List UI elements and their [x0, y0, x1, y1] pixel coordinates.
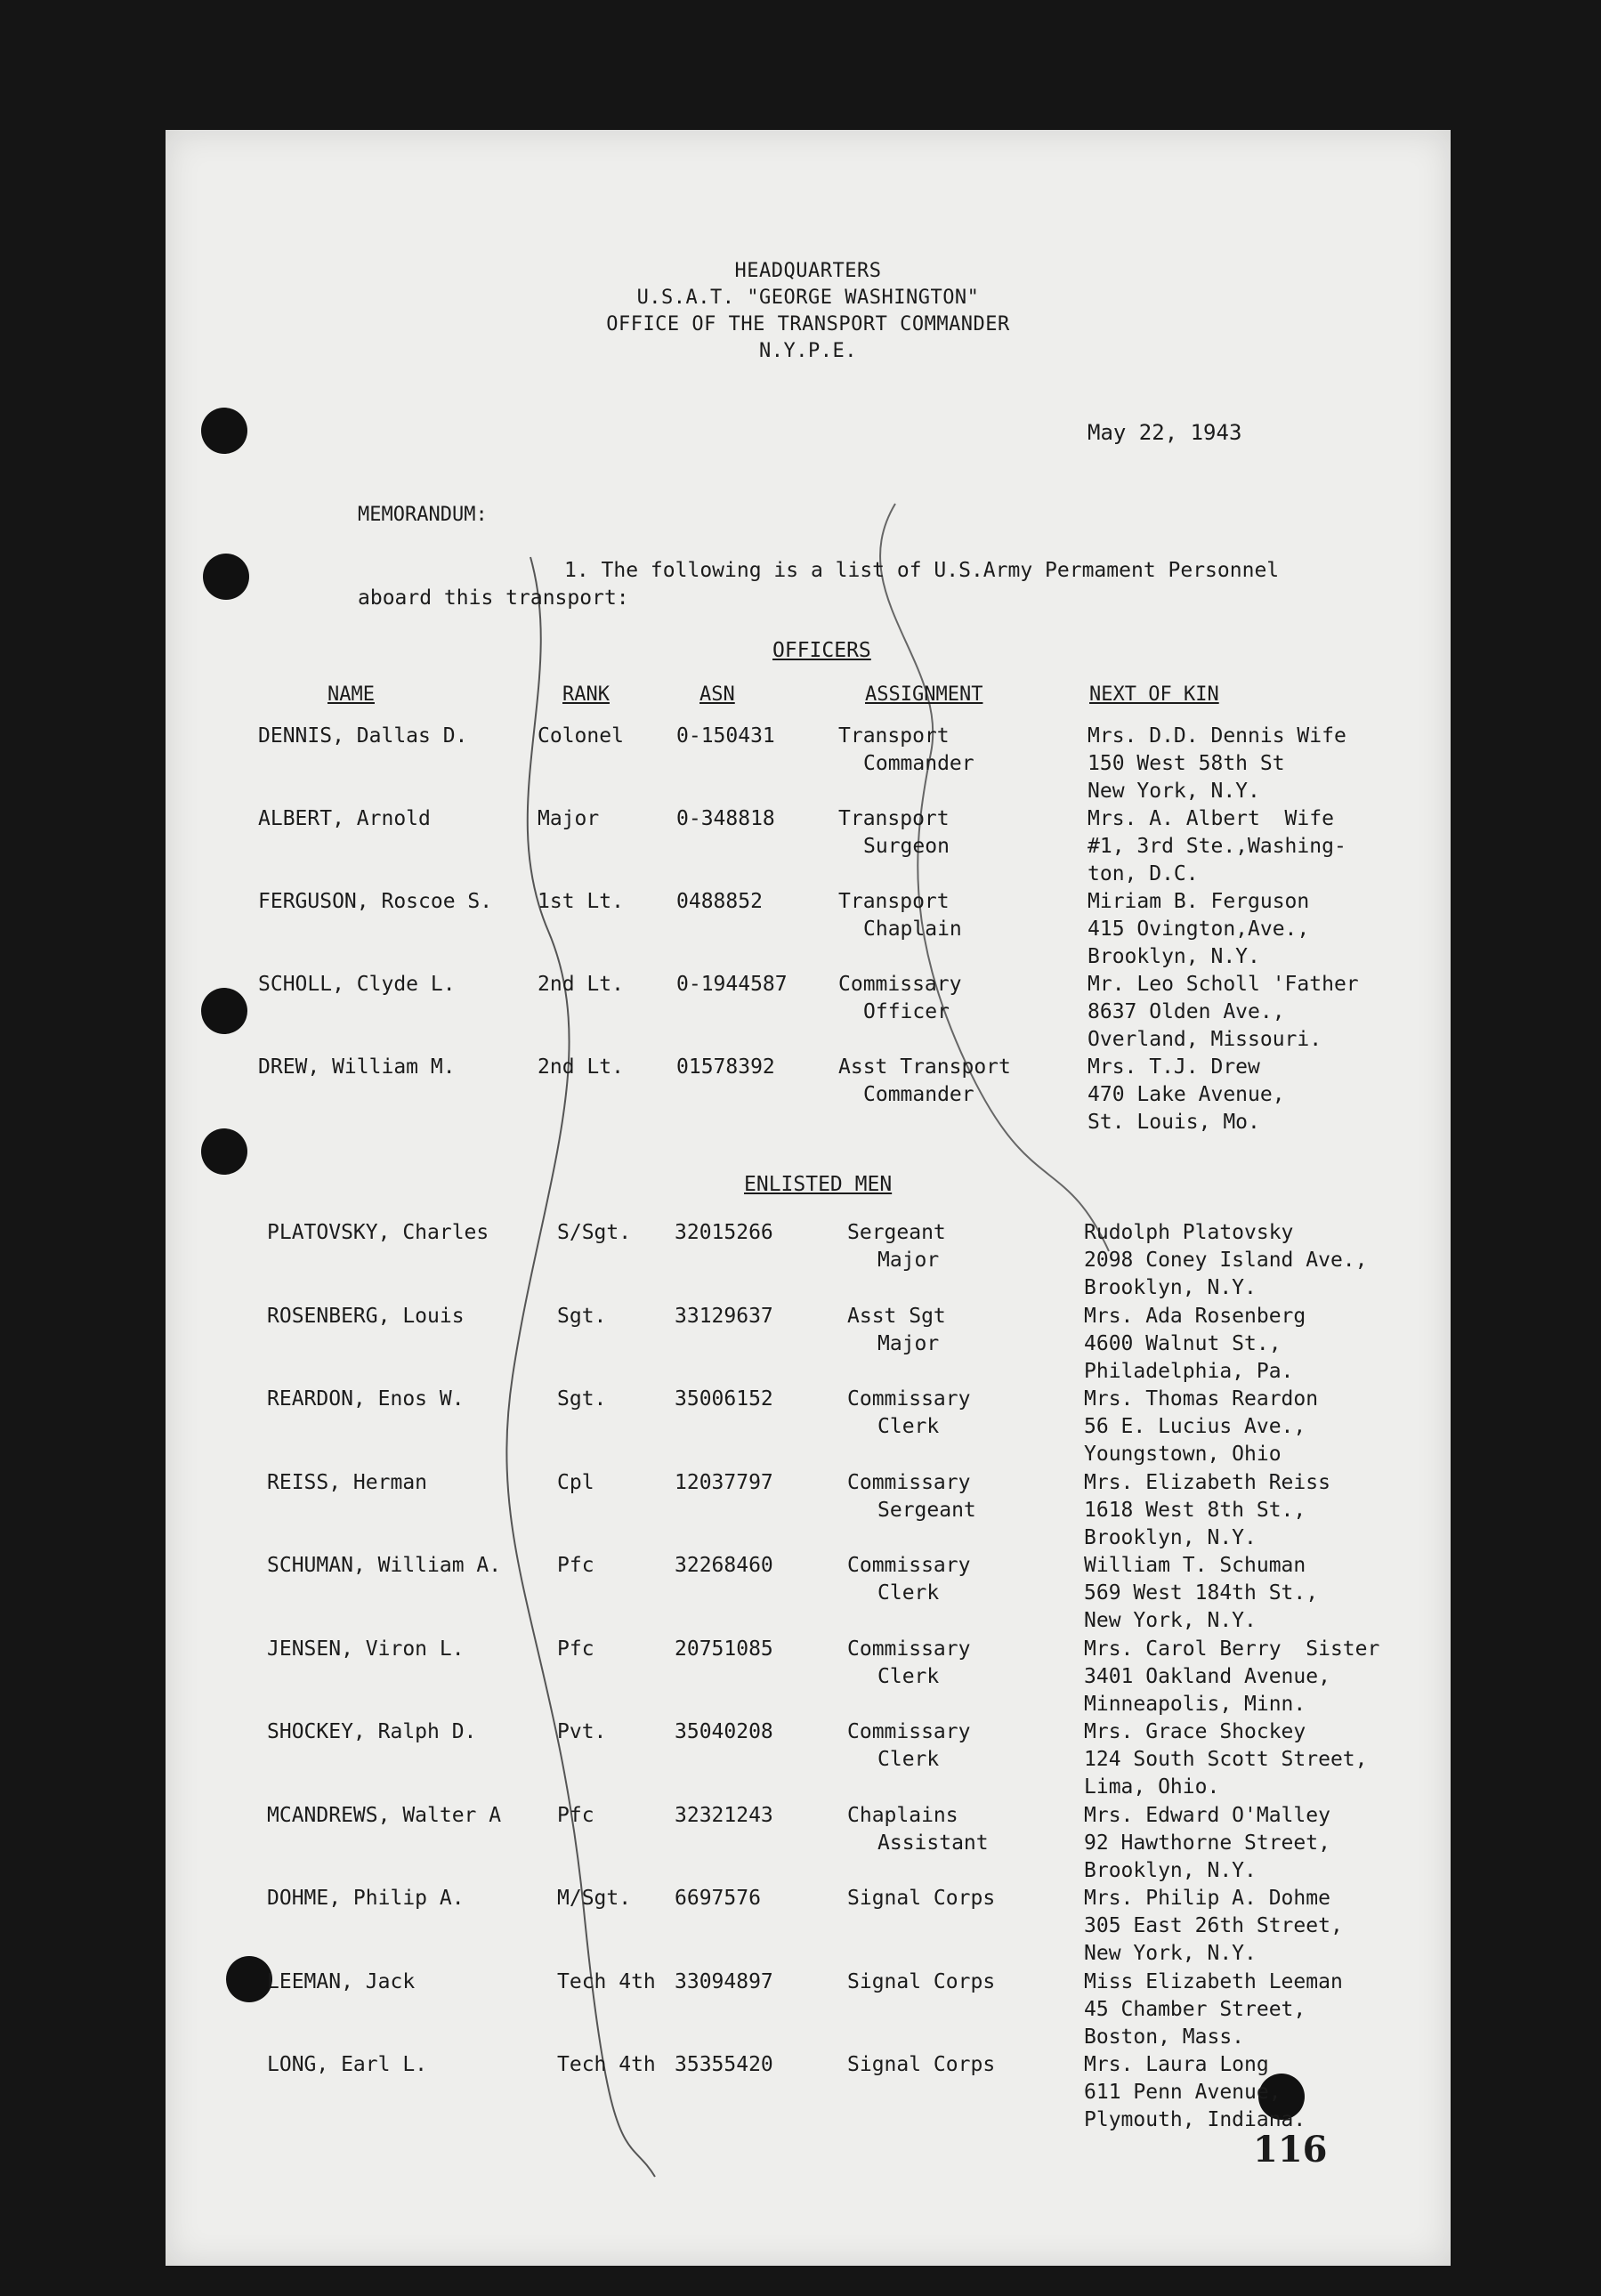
paragraph-line-2: aboard this transport:	[358, 586, 629, 610]
cell-kin-line-2: 470 Lake Avenue,	[1088, 1083, 1285, 1106]
cell-rank: S/Sgt.	[557, 1221, 632, 1244]
cell-assignment-line-2: Major	[877, 1249, 940, 1272]
cell-name: PLATOVSKY, Charles	[267, 1221, 489, 1244]
table-row	[166, 1885, 1451, 1965]
cell-assignment-line-2: Surgeon	[863, 835, 950, 858]
cell-rank: Sgt.	[557, 1387, 607, 1411]
table-row	[166, 888, 1451, 968]
cell-kin-line-1: William T. Schuman	[1084, 1554, 1306, 1577]
letterhead-line-2: U.S.A.T. "GEORGE WASHINGTON"	[636, 287, 980, 309]
cell-rank: Colonel	[538, 724, 624, 748]
cell-assignment-line-1: Asst Transport	[838, 1055, 1011, 1079]
column-header-rank: RANK	[562, 683, 610, 706]
enlisted-heading: ENLISTED MEN	[744, 1173, 893, 1196]
column-header-next-of-kin: NEXT OF KIN	[1089, 683, 1219, 706]
cell-kin-line-1: Mrs. Grace Shockey	[1084, 1720, 1306, 1743]
cell-assignment-line-2: Major	[877, 1331, 940, 1355]
cell-rank: M/Sgt.	[557, 1887, 632, 1910]
cell-name: SCHOLL, Clyde L.	[258, 973, 456, 996]
cell-kin-line-2: 2098 Coney Island Ave.,	[1084, 1249, 1368, 1272]
cell-asn: 35355420	[675, 2053, 773, 2076]
cell-asn: 33094897	[675, 1969, 773, 1993]
cell-name: REARDON, Enos W.	[267, 1387, 465, 1411]
cell-asn: 32268460	[675, 1554, 773, 1577]
cell-kin-line-1: Mrs. Thomas Reardon	[1084, 1387, 1319, 1411]
cell-asn: 6697576	[675, 1887, 761, 1910]
cell-kin-line-3: Brooklyn, N.Y.	[1084, 1525, 1257, 1549]
table-row	[166, 1552, 1451, 1632]
cell-asn: 0488852	[676, 890, 763, 913]
cell-kin-line-1: Miriam B. Ferguson	[1088, 890, 1310, 913]
table-row	[166, 1469, 1451, 1549]
cell-name: DOHME, Philip A.	[267, 1887, 465, 1910]
cell-name: SHOCKEY, Ralph D.	[267, 1720, 477, 1743]
cell-assignment-line-1: Sergeant	[847, 1221, 946, 1244]
cell-assignment-line-1: Commissary	[847, 1637, 971, 1661]
cell-kin-line-1: Mrs. T.J. Drew	[1088, 1055, 1260, 1079]
cell-kin-line-3: ton, D.C.	[1088, 862, 1199, 885]
cell-assignment-line-2: Clerk	[877, 1664, 940, 1688]
cell-assignment-line-1: Signal Corps	[847, 1969, 996, 1993]
cell-assignment-line-2: Commander	[863, 1083, 974, 1106]
cell-name: DREW, William M.	[258, 1055, 456, 1079]
column-header-asn: ASN	[699, 683, 735, 706]
cell-kin-line-1: Mrs. Edward O'Malley	[1084, 1803, 1330, 1827]
table-row	[166, 1386, 1451, 1466]
cell-asn: 35040208	[675, 1720, 773, 1743]
letterhead-line-1: HEADQUARTERS	[734, 260, 882, 282]
cell-kin-line-3: Boston, Mass.	[1084, 2025, 1245, 2049]
letterhead-line-3: OFFICE OF THE TRANSPORT COMMANDER	[606, 313, 1010, 336]
cell-kin-line-2: 611 Penn Avenue,	[1084, 2081, 1282, 2104]
cell-kin-line-3: New York, N.Y.	[1084, 1942, 1257, 1965]
column-header-assignment: ASSIGNMENT	[865, 683, 983, 706]
cell-assignment-line-2: Assistant	[877, 1831, 989, 1855]
cell-kin-line-3: Brooklyn, N.Y.	[1084, 1858, 1257, 1882]
cell-assignment-line-1: Transport	[838, 724, 950, 748]
table-row	[166, 723, 1451, 803]
cell-asn: 32321243	[675, 1803, 773, 1827]
cell-kin-line-3: New York, N.Y.	[1084, 1609, 1257, 1632]
cell-kin-line-3: Overland, Missouri.	[1088, 1028, 1322, 1051]
cell-kin-line-2: 45 Chamber Street,	[1084, 1997, 1306, 2021]
cell-name: REISS, Herman	[267, 1470, 428, 1494]
cell-kin-line-3: New York, N.Y.	[1088, 780, 1260, 803]
cell-assignment-line-2: Commander	[863, 752, 974, 775]
cell-assignment-line-2: Clerk	[877, 1748, 940, 1771]
cell-rank: Pfc	[557, 1554, 594, 1577]
cell-kin-line-1: Mrs. A. Albert Wife	[1088, 807, 1334, 830]
cell-kin-line-1: Mrs. Laura Long	[1084, 2053, 1269, 2076]
cell-asn: 0-150431	[676, 724, 775, 748]
cell-rank: Major	[538, 807, 600, 830]
cell-assignment-line-2: Sergeant	[877, 1498, 976, 1522]
cell-rank: 2nd Lt.	[538, 1055, 624, 1079]
cell-name: DENNIS, Dallas D.	[258, 724, 468, 748]
cell-rank: Cpl	[557, 1470, 594, 1494]
cell-kin-line-2: 92 Hawthorne Street,	[1084, 1831, 1330, 1855]
cell-kin-line-2: 56 E. Lucius Ave.,	[1084, 1415, 1306, 1438]
cell-assignment-line-1: Transport	[838, 890, 950, 913]
cell-rank: Tech 4th	[557, 1969, 656, 1993]
cell-kin-line-2: #1, 3rd Ste.,Washing-	[1088, 835, 1346, 858]
cell-assignment-line-1: Commissary	[838, 973, 962, 996]
table-row	[166, 1054, 1451, 1134]
cell-asn: 0-348818	[676, 807, 775, 830]
cell-name: LEEMAN, Jack	[267, 1969, 416, 1993]
officers-heading: OFFICERS	[772, 639, 871, 662]
page-number: 116	[1253, 2129, 1328, 2171]
cell-name: SCHUMAN, William A.	[267, 1554, 502, 1577]
cell-rank: Sgt.	[557, 1304, 607, 1328]
cell-assignment-line-1: Chaplains	[847, 1803, 958, 1827]
cell-kin-line-3: Plymouth, Indiana.	[1084, 2108, 1306, 2131]
cell-kin-line-1: Mr. Leo Scholl 'Father	[1088, 973, 1359, 996]
cell-asn: 0-1944587	[676, 973, 788, 996]
table-row	[166, 1802, 1451, 1882]
cell-kin-line-3: Lima, Ohio.	[1084, 1775, 1220, 1799]
cell-kin-line-1: Mrs. Elizabeth Reiss	[1084, 1470, 1330, 1494]
cell-rank: Pfc	[557, 1637, 594, 1661]
cell-kin-line-2: 305 East 26th Street,	[1084, 1914, 1343, 1937]
cell-asn: 01578392	[676, 1055, 775, 1079]
cell-kin-line-3: Youngstown, Ohio	[1084, 1443, 1282, 1466]
cell-rank: 2nd Lt.	[538, 973, 624, 996]
cell-kin-line-1: Mrs. Philip A. Dohme	[1084, 1887, 1330, 1910]
cell-assignment-line-1: Asst Sgt	[847, 1304, 946, 1328]
cell-assignment-line-1: Transport	[838, 807, 950, 830]
cell-assignment-line-1: Commissary	[847, 1554, 971, 1577]
table-row	[166, 971, 1451, 1051]
cell-assignment-line-1: Signal Corps	[847, 1887, 996, 1910]
cell-assignment-line-1: Commissary	[847, 1387, 971, 1411]
cell-rank: 1st Lt.	[538, 890, 624, 913]
cell-rank: Pfc	[557, 1803, 594, 1827]
cell-assignment-line-2: Chaplain	[863, 918, 962, 941]
cell-assignment-line-1: Commissary	[847, 1470, 971, 1494]
cell-kin-line-1: Mrs. D.D. Dennis Wife	[1088, 724, 1346, 748]
cell-kin-line-1: Mrs. Carol Berry Sister	[1084, 1637, 1380, 1661]
cell-kin-line-3: Minneapolis, Minn.	[1084, 1692, 1306, 1716]
column-header-name: NAME	[327, 683, 375, 706]
memo-label: MEMORANDUM:	[358, 504, 488, 526]
cell-asn: 20751085	[675, 1637, 773, 1661]
table-row	[166, 1219, 1451, 1299]
table-row	[166, 1969, 1451, 2049]
cell-name: LONG, Earl L.	[267, 2053, 428, 2076]
cell-kin-line-2: 124 South Scott Street,	[1084, 1748, 1368, 1771]
cell-kin-line-2: 569 West 184th St.,	[1084, 1581, 1319, 1605]
cell-kin-line-2: 150 West 58th St	[1088, 752, 1285, 775]
cell-assignment-line-2: Officer	[863, 1000, 950, 1023]
cell-rank: Pvt.	[557, 1720, 607, 1743]
cell-kin-line-2: 4600 Walnut St.,	[1084, 1331, 1282, 1355]
cell-name: ROSENBERG, Louis	[267, 1304, 465, 1328]
cell-kin-line-3: Philadelphia, Pa.	[1084, 1359, 1294, 1383]
cell-rank: Tech 4th	[557, 2053, 656, 2076]
cell-kin-line-3: Brooklyn, N.Y.	[1088, 945, 1260, 968]
document-page	[166, 130, 1451, 2266]
cell-kin-line-1: Mrs. Ada Rosenberg	[1084, 1304, 1306, 1328]
memo-paragraph	[358, 557, 1279, 612]
table-row	[166, 805, 1451, 885]
cell-asn: 35006152	[675, 1387, 773, 1411]
cell-kin-line-3: Brooklyn, N.Y.	[1084, 1276, 1257, 1299]
cell-kin-line-2: 3401 Oakland Avenue,	[1084, 1664, 1330, 1688]
cell-name: JENSEN, Viron L.	[267, 1637, 465, 1661]
table-row	[166, 1303, 1451, 1383]
cell-kin-line-1: Miss Elizabeth Leeman	[1084, 1969, 1343, 1993]
cell-assignment-line-1: Signal Corps	[847, 2053, 996, 2076]
cell-kin-line-2: 1618 West 8th St.,	[1084, 1498, 1306, 1522]
memo-date: May 22, 1943	[1088, 420, 1242, 445]
table-row	[166, 1636, 1451, 1716]
cell-kin-line-2: 8637 Olden Ave.,	[1088, 1000, 1285, 1023]
cell-kin-line-3: St. Louis, Mo.	[1088, 1111, 1260, 1134]
cell-asn: 32015266	[675, 1221, 773, 1244]
cell-name: FERGUSON, Roscoe S.	[258, 890, 493, 913]
cell-assignment-line-1: Commissary	[847, 1720, 971, 1743]
cell-asn: 33129637	[675, 1304, 773, 1328]
table-row	[166, 2051, 1451, 2131]
cell-name: MCANDREWS, Walter A	[267, 1803, 502, 1827]
cell-assignment-line-2: Clerk	[877, 1415, 940, 1438]
cell-assignment-line-2: Clerk	[877, 1581, 940, 1605]
cell-name: ALBERT, Arnold	[258, 807, 431, 830]
paragraph-line-1: 1. The following is a list of U.S.Army Permament Personnel	[564, 559, 1280, 582]
cell-kin-line-2: 415 Ovington,Ave.,	[1088, 918, 1310, 941]
cell-asn: 12037797	[675, 1470, 773, 1494]
letterhead-line-4: N.Y.P.E.	[759, 340, 857, 362]
table-row	[166, 1718, 1451, 1799]
cell-kin-line-1: Rudolph Platovsky	[1084, 1221, 1294, 1244]
